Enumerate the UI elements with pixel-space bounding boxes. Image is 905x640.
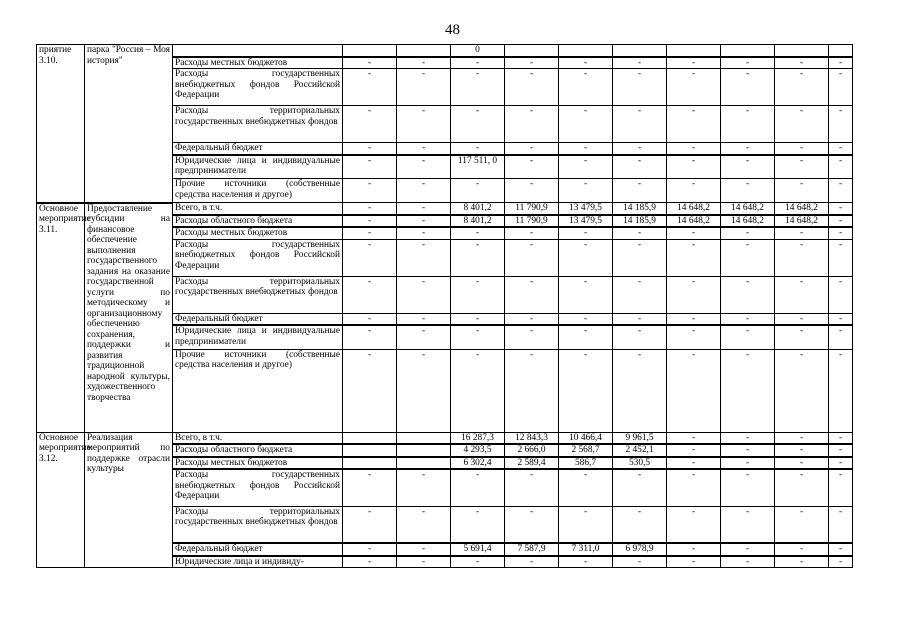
year-value-9 xyxy=(775,45,829,57)
year-value-2: - xyxy=(397,57,451,69)
year-value-10: - xyxy=(829,457,853,470)
year-value-1 xyxy=(343,432,397,444)
year-value-2: - xyxy=(397,556,451,568)
year-value-10: - xyxy=(829,432,853,444)
year-value-5: - xyxy=(559,506,613,543)
measure-name: парка "Россия – Моя история" xyxy=(85,45,173,203)
year-value-4: - xyxy=(505,349,559,432)
year-value-8: - xyxy=(721,432,775,444)
year-value-6: - xyxy=(613,227,667,239)
funding-source: Прочие источники (собственные средства населения и другое) xyxy=(173,349,343,432)
year-value-10: - xyxy=(829,444,853,457)
year-value-1: - xyxy=(343,325,397,349)
funding-source: Расходы местных бюджетов xyxy=(173,57,343,69)
year-value-2: - xyxy=(397,155,451,179)
year-value-5: - xyxy=(559,556,613,568)
year-value-2: - xyxy=(397,349,451,432)
year-value-4: - xyxy=(505,325,559,349)
year-value-5: - xyxy=(559,106,613,143)
year-value-8: - xyxy=(721,313,775,325)
year-value-8: - xyxy=(721,143,775,155)
year-value-1: - xyxy=(343,276,397,313)
year-value-2 xyxy=(397,45,451,57)
year-value-10: - xyxy=(829,276,853,313)
year-value-8: - xyxy=(721,239,775,276)
year-value-8: - xyxy=(721,106,775,143)
measure-code: Основное мероприятие 3.11. xyxy=(37,203,85,433)
year-value-1 xyxy=(343,457,397,470)
year-value-6: - xyxy=(613,313,667,325)
year-value-7: - xyxy=(667,432,721,444)
year-value-1: - xyxy=(343,203,397,215)
year-value-5: - xyxy=(559,349,613,432)
year-value-8: - xyxy=(721,506,775,543)
year-value-2 xyxy=(397,457,451,470)
year-value-8: - xyxy=(721,469,775,506)
year-value-6: - xyxy=(613,143,667,155)
year-value-6: - xyxy=(613,69,667,106)
year-value-1: - xyxy=(343,543,397,556)
table-row xyxy=(37,203,853,215)
year-value-3: 16 287,3 xyxy=(451,432,505,444)
year-value-7: - xyxy=(667,325,721,349)
year-value-6: - xyxy=(613,325,667,349)
year-value-3: 5 691,4 xyxy=(451,543,505,556)
measure-name: Предоставление субсидии на финансовое обеспечение выполнения государственного задания на оказание государственной услуги по методическому и организационному обеспечению сохранения, поддержки и развития традиционной народной культуры, художественного творчества xyxy=(85,203,173,433)
year-value-7: 14 648,2 xyxy=(667,203,721,215)
year-value-8: - xyxy=(721,227,775,239)
year-value-9: - xyxy=(775,313,829,325)
year-value-5: - xyxy=(559,325,613,349)
funding-source: Расходы территориальных государственных внебюджетных фондов xyxy=(173,106,343,143)
year-value-9: - xyxy=(775,506,829,543)
year-value-5: - xyxy=(559,69,613,106)
year-value-1: - xyxy=(343,106,397,143)
year-value-3: - xyxy=(451,349,505,432)
year-value-3: 6 302,4 xyxy=(451,457,505,470)
year-value-1: - xyxy=(343,469,397,506)
year-value-2: - xyxy=(397,227,451,239)
year-value-5: - xyxy=(559,276,613,313)
year-value-2: - xyxy=(397,203,451,215)
year-value-5 xyxy=(559,45,613,57)
year-value-2 xyxy=(397,432,451,444)
year-value-10: - xyxy=(829,556,853,568)
year-value-5: - xyxy=(559,239,613,276)
year-value-10: - xyxy=(829,179,853,203)
year-value-9: - xyxy=(775,69,829,106)
year-value-4: - xyxy=(505,556,559,568)
year-value-4: 11 790,9 xyxy=(505,203,559,215)
year-value-5: 10 466,4 xyxy=(559,432,613,444)
year-value-6: 2 452,1 xyxy=(613,444,667,457)
year-value-10: - xyxy=(829,469,853,506)
year-value-9: - xyxy=(775,444,829,457)
year-value-7: - xyxy=(667,444,721,457)
year-value-8: 14 648,2 xyxy=(721,203,775,215)
year-value-7: - xyxy=(667,179,721,203)
year-value-5: 2 568,7 xyxy=(559,444,613,457)
year-value-3: 8 401,2 xyxy=(451,203,505,215)
year-value-9: - xyxy=(775,106,829,143)
year-value-1: - xyxy=(343,227,397,239)
year-value-9: - xyxy=(775,457,829,470)
year-value-10: - xyxy=(829,57,853,69)
table-row xyxy=(37,432,853,444)
year-value-8: - xyxy=(721,179,775,203)
year-value-1 xyxy=(343,444,397,457)
funding-source: Федеральный бюджет xyxy=(173,143,343,155)
year-value-9: - xyxy=(775,556,829,568)
year-value-4: 7 587,9 xyxy=(505,543,559,556)
year-value-9: - xyxy=(775,325,829,349)
year-value-1: - xyxy=(343,349,397,432)
year-value-7: - xyxy=(667,349,721,432)
year-value-2: - xyxy=(397,179,451,203)
funding-source: Расходы территориальных государственных внебюджетных фондов xyxy=(173,276,343,313)
year-value-8: - xyxy=(721,556,775,568)
year-value-8: - xyxy=(721,57,775,69)
year-value-1: - xyxy=(343,143,397,155)
year-value-3: 0 xyxy=(451,45,505,57)
year-value-5: - xyxy=(559,143,613,155)
funding-source: Всего, в т.ч. xyxy=(173,432,343,444)
year-value-3: - xyxy=(451,143,505,155)
year-value-8: - xyxy=(721,69,775,106)
year-value-4: 2 666,0 xyxy=(505,444,559,457)
year-value-10: - xyxy=(829,239,853,276)
year-value-7: - xyxy=(667,239,721,276)
year-value-6: - xyxy=(613,106,667,143)
year-value-4: - xyxy=(505,313,559,325)
year-value-6: - xyxy=(613,155,667,179)
year-value-3: - xyxy=(451,69,505,106)
year-value-10: - xyxy=(829,106,853,143)
year-value-3: - xyxy=(451,313,505,325)
year-value-2: - xyxy=(397,239,451,276)
year-value-7: - xyxy=(667,457,721,470)
year-value-10: - xyxy=(829,313,853,325)
year-value-5: - xyxy=(559,179,613,203)
year-value-6: 530,5 xyxy=(613,457,667,470)
year-value-8: - xyxy=(721,349,775,432)
funding-source: Федеральный бюджет xyxy=(173,313,343,325)
year-value-10: - xyxy=(829,69,853,106)
year-value-2: - xyxy=(397,276,451,313)
year-value-4: - xyxy=(505,469,559,506)
year-value-8: - xyxy=(721,155,775,179)
year-value-4: - xyxy=(505,106,559,143)
year-value-9: - xyxy=(775,543,829,556)
year-value-6: - xyxy=(613,349,667,432)
year-value-8: - xyxy=(721,325,775,349)
year-value-6: 14 185,9 xyxy=(613,215,667,228)
year-value-6: - xyxy=(613,57,667,69)
year-value-3: - xyxy=(451,227,505,239)
year-value-10: - xyxy=(829,325,853,349)
year-value-5: 7 311,0 xyxy=(559,543,613,556)
year-value-3: - xyxy=(451,325,505,349)
funding-source: Расходы территориальных государственных внебюджетных фондов xyxy=(173,506,343,543)
year-value-4: - xyxy=(505,227,559,239)
year-value-2 xyxy=(397,444,451,457)
funding-source: Расходы областного бюджета xyxy=(173,215,343,228)
year-value-10 xyxy=(829,45,853,57)
year-value-6 xyxy=(613,45,667,57)
year-value-3: 8 401,2 xyxy=(451,215,505,228)
year-value-6: 6 978,9 xyxy=(613,543,667,556)
year-value-2: - xyxy=(397,106,451,143)
year-value-3: - xyxy=(451,179,505,203)
year-value-3: 117 511, 0 xyxy=(451,155,505,179)
year-value-10: - xyxy=(829,543,853,556)
year-value-4: 11 790,9 xyxy=(505,215,559,228)
year-value-6: - xyxy=(613,556,667,568)
year-value-2: - xyxy=(397,69,451,106)
year-value-7 xyxy=(667,45,721,57)
funding-source: Юридические лица и индивиду- xyxy=(173,556,343,568)
year-value-3: - xyxy=(451,57,505,69)
year-value-8 xyxy=(721,45,775,57)
year-value-6: - xyxy=(613,469,667,506)
year-value-8: - xyxy=(721,457,775,470)
year-value-4: - xyxy=(505,155,559,179)
year-value-6: - xyxy=(613,239,667,276)
year-value-2: - xyxy=(397,543,451,556)
funding-source: Расходы государственных внебюджетных фондов Российской Федерации xyxy=(173,69,343,106)
year-value-1: - xyxy=(343,179,397,203)
page-number: 48 xyxy=(445,22,460,38)
year-value-8: - xyxy=(721,543,775,556)
year-value-5: - xyxy=(559,469,613,506)
year-value-10: - xyxy=(829,227,853,239)
year-value-5: - xyxy=(559,155,613,179)
year-value-7: - xyxy=(667,506,721,543)
year-value-7: - xyxy=(667,143,721,155)
year-value-7: - xyxy=(667,106,721,143)
year-value-1: - xyxy=(343,215,397,228)
year-value-8: - xyxy=(721,444,775,457)
year-value-2: - xyxy=(397,215,451,228)
funding-source: Расходы местных бюджетов xyxy=(173,457,343,470)
funding-source xyxy=(173,45,343,57)
funding-source: Прочие источники (собственные средства населения и другое) xyxy=(173,179,343,203)
funding-source: Расходы областного бюджета xyxy=(173,444,343,457)
year-value-7: - xyxy=(667,556,721,568)
year-value-7: - xyxy=(667,276,721,313)
measure-name: Реализация мероприятий по поддержке отрасли культуры xyxy=(85,432,173,568)
funding-source: Всего, в т.ч. xyxy=(173,203,343,215)
year-value-2: - xyxy=(397,469,451,506)
year-value-3: - xyxy=(451,506,505,543)
year-value-10: - xyxy=(829,203,853,215)
year-value-5: - xyxy=(559,313,613,325)
year-value-5: 13 479,5 xyxy=(559,203,613,215)
year-value-4: 12 843,3 xyxy=(505,432,559,444)
year-value-9: - xyxy=(775,469,829,506)
year-value-1: - xyxy=(343,506,397,543)
year-value-9: - xyxy=(775,239,829,276)
year-value-5: 586,7 xyxy=(559,457,613,470)
year-value-9: 14 648,2 xyxy=(775,215,829,228)
year-value-9: - xyxy=(775,179,829,203)
year-value-2: - xyxy=(397,325,451,349)
year-value-4: 2 589,4 xyxy=(505,457,559,470)
year-value-7: - xyxy=(667,155,721,179)
year-value-9: - xyxy=(775,227,829,239)
year-value-7: - xyxy=(667,313,721,325)
year-value-9: - xyxy=(775,276,829,313)
year-value-8: - xyxy=(721,276,775,313)
year-value-8: 14 648,2 xyxy=(721,215,775,228)
year-value-7: 14 648,2 xyxy=(667,215,721,228)
year-value-3: 4 293,5 xyxy=(451,444,505,457)
year-value-3: - xyxy=(451,556,505,568)
year-value-9: - xyxy=(775,432,829,444)
year-value-1: - xyxy=(343,69,397,106)
year-value-6: 9 961,5 xyxy=(613,432,667,444)
year-value-4 xyxy=(505,45,559,57)
year-value-5: - xyxy=(559,57,613,69)
year-value-1 xyxy=(343,45,397,57)
year-value-6: - xyxy=(613,276,667,313)
year-value-3: - xyxy=(451,106,505,143)
year-value-2: - xyxy=(397,313,451,325)
year-value-10: - xyxy=(829,143,853,155)
year-value-6: - xyxy=(613,506,667,543)
year-value-1: - xyxy=(343,155,397,179)
year-value-4: - xyxy=(505,179,559,203)
year-value-7: - xyxy=(667,543,721,556)
measure-code: приятие 3.10. xyxy=(37,45,85,203)
funding-source: Федеральный бюджет xyxy=(173,543,343,556)
year-value-7: - xyxy=(667,57,721,69)
year-value-7: - xyxy=(667,69,721,106)
year-value-6: 14 185,9 xyxy=(613,203,667,215)
year-value-5: 13 479,5 xyxy=(559,215,613,228)
measure-code: Основное мероприятие 3.12. xyxy=(37,432,85,568)
year-value-7: - xyxy=(667,469,721,506)
year-value-10: - xyxy=(829,215,853,228)
funding-source: Расходы местных бюджетов xyxy=(173,227,343,239)
funding-source: Юридические лица и индивидуальные предприниматели xyxy=(173,325,343,349)
year-value-5: - xyxy=(559,227,613,239)
year-value-4: - xyxy=(505,506,559,543)
year-value-4: - xyxy=(505,57,559,69)
funding-source: Юридические лица и индивидуальные предприниматели xyxy=(173,155,343,179)
year-value-9: 14 648,2 xyxy=(775,203,829,215)
year-value-4: - xyxy=(505,69,559,106)
year-value-6: - xyxy=(613,179,667,203)
year-value-4: - xyxy=(505,276,559,313)
year-value-2: - xyxy=(397,506,451,543)
funding-source: Расходы государственных внебюджетных фондов Российской Федерации xyxy=(173,239,343,276)
funding-source: Расходы государственных внебюджетных фондов Российской Федерации xyxy=(173,469,343,506)
year-value-4: - xyxy=(505,239,559,276)
year-value-3: - xyxy=(451,239,505,276)
year-value-1: - xyxy=(343,57,397,69)
year-value-2: - xyxy=(397,143,451,155)
year-value-9: - xyxy=(775,143,829,155)
year-value-9: - xyxy=(775,155,829,179)
year-value-1: - xyxy=(343,239,397,276)
funding-table xyxy=(36,44,853,568)
year-value-10: - xyxy=(829,506,853,543)
table-row xyxy=(37,45,853,57)
year-value-1: - xyxy=(343,556,397,568)
year-value-1: - xyxy=(343,313,397,325)
year-value-9: - xyxy=(775,57,829,69)
year-value-3: - xyxy=(451,276,505,313)
year-value-3: - xyxy=(451,469,505,506)
year-value-10: - xyxy=(829,155,853,179)
year-value-10: - xyxy=(829,349,853,432)
year-value-7: - xyxy=(667,227,721,239)
year-value-9: - xyxy=(775,349,829,432)
year-value-4: - xyxy=(505,143,559,155)
